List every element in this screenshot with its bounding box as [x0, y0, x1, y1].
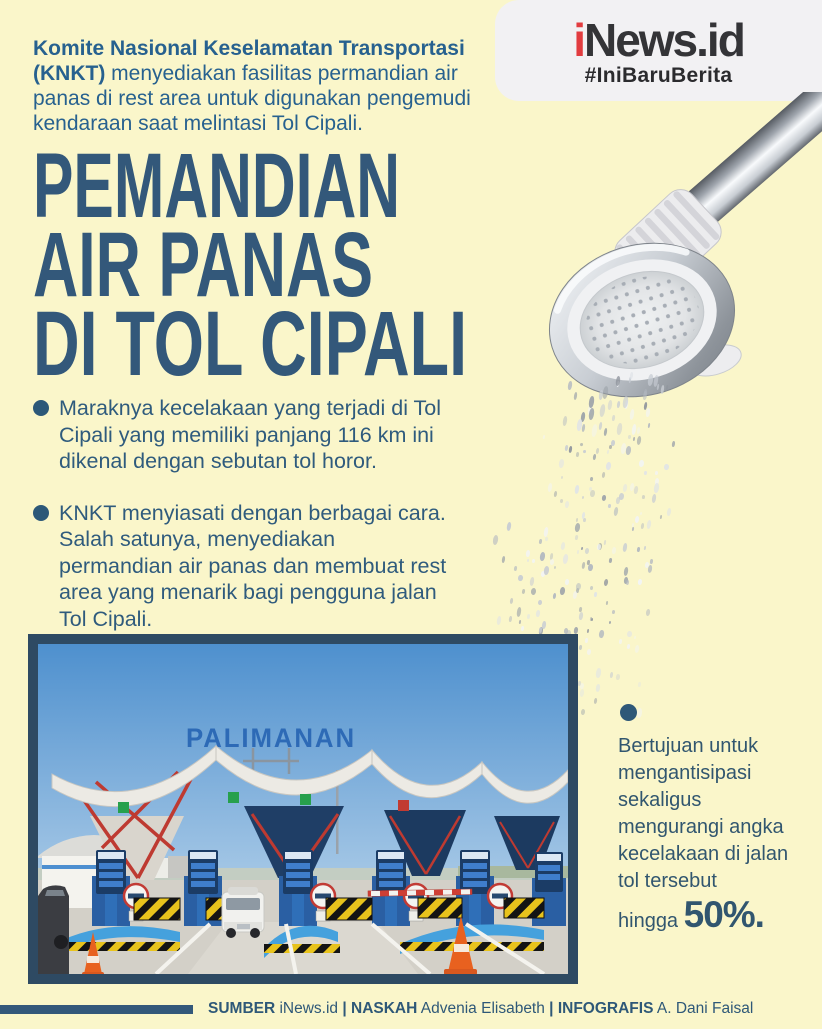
water-droplet: [561, 476, 564, 479]
water-droplet: [587, 649, 592, 655]
water-droplet: [638, 682, 642, 687]
water-droplet: [618, 638, 621, 644]
water-droplet: [573, 627, 578, 634]
headline-line-3: DI TOL CIPALI: [33, 293, 468, 395]
water-droplet: [576, 550, 579, 554]
water-droplet: [627, 631, 633, 638]
note-dot-icon: [620, 704, 637, 721]
water-droplet: [502, 556, 506, 563]
water-droplet: [579, 688, 584, 696]
water-droplet: [560, 587, 566, 595]
headline-line-1: PEMANDIAN: [33, 135, 401, 237]
shower-head-icon: [470, 92, 822, 422]
intro-line: [33, 36, 493, 61]
water-droplet: [611, 439, 616, 446]
water-droplet: [635, 645, 640, 654]
water-droplet: [613, 507, 618, 516]
water-droplet: [638, 460, 644, 467]
headline-line-2: AIR PANAS: [33, 214, 373, 316]
water-droplet: [539, 539, 543, 545]
brand-tagline: #IniBaruBerita: [584, 64, 733, 87]
water-droplet: [585, 548, 590, 554]
water-droplet: [576, 452, 580, 458]
water-droplet: [641, 495, 644, 499]
water-droplet: [581, 562, 585, 569]
water-droplet: [631, 423, 637, 435]
water-droplet: [564, 500, 569, 508]
water-droplet: [588, 563, 594, 571]
bullet-text: KNKT menyiasati dengan berbagai cara. Salah satunya, menyediakan permandian air panas dan membuat rest area yang menarik bagi pengguna jalan Tol Cipali.: [59, 500, 447, 631]
water-droplet: [564, 578, 569, 585]
intro-bold-text: Komite Nasional Keselamatan Transportasi: [33, 37, 465, 60]
water-droplet: [601, 494, 606, 500]
water-droplet: [543, 565, 549, 574]
water-droplet: [671, 441, 674, 447]
footer-separator: |: [342, 1000, 352, 1017]
water-droplet: [604, 540, 607, 545]
lane-open-signal: [228, 792, 239, 803]
water-droplet: [615, 496, 620, 503]
water-droplet: [636, 547, 639, 552]
water-droplet: [497, 616, 502, 625]
water-droplet: [606, 601, 609, 605]
water-droplet: [644, 562, 649, 569]
water-droplet: [509, 616, 512, 622]
water-droplet: [547, 483, 552, 492]
water-droplet: [608, 445, 611, 449]
water-droplet: [568, 446, 572, 453]
water-droplet: [531, 559, 534, 563]
footer-separator: |: [549, 1000, 558, 1017]
water-droplet: [574, 522, 580, 531]
water-droplet: [649, 559, 653, 564]
bullet-dot-icon: [33, 400, 49, 416]
water-droplet: [544, 536, 547, 541]
water-droplet: [634, 515, 639, 523]
water-droplet: [664, 464, 669, 471]
brand-card: [495, 0, 822, 101]
toll-booth: [535, 852, 563, 892]
water-droplet: [578, 645, 582, 650]
water-droplet: [655, 478, 660, 485]
water-droplet: [583, 450, 586, 454]
water-droplet: [581, 512, 585, 519]
bullet-dot-icon: [33, 505, 49, 521]
water-droplet: [601, 472, 605, 479]
water-droplet: [625, 446, 631, 455]
water-droplet: [579, 683, 584, 689]
water-droplet: [493, 535, 500, 546]
water-droplet: [543, 527, 549, 537]
shower-head: [530, 221, 754, 419]
water-droplet: [638, 579, 643, 585]
water-droplet: [514, 566, 518, 572]
water-droplet: [646, 609, 651, 617]
water-droplet: [582, 496, 585, 499]
water-droplet: [616, 674, 621, 680]
water-droplet: [653, 483, 659, 493]
water-droplet: [629, 483, 634, 492]
water-droplet: [622, 543, 628, 552]
water-droplet: [598, 630, 604, 639]
water-droplet: [589, 477, 592, 482]
water-droplet: [644, 471, 647, 475]
water-droplet: [605, 462, 611, 471]
water-droplet: [594, 592, 597, 598]
water-droplet: [648, 423, 651, 428]
water-droplet: [595, 668, 601, 678]
water-droplet: [590, 490, 596, 498]
water-droplet: [632, 523, 635, 527]
footer-infografis-label: INFOGRAFIS: [557, 1000, 654, 1017]
water-droplet: [560, 541, 565, 549]
water-droplet: [519, 620, 521, 624]
water-droplet: [574, 484, 580, 493]
intro-line: [33, 61, 493, 86]
water-droplet: [637, 426, 641, 434]
water-droplet: [550, 559, 555, 566]
water-droplet: [581, 709, 586, 716]
water-droplet: [620, 443, 627, 455]
van: [222, 887, 264, 938]
lane-open-signal: [300, 794, 311, 805]
footer: [0, 997, 822, 1021]
water-droplet: [527, 614, 531, 620]
water-droplet: [576, 518, 579, 522]
water-droplet: [608, 621, 610, 624]
bullet-text: Maraknya kecelakaan yang terjadi di Tol Cipali yang memiliki panjang 116 km ini dikenal dengan sebutan tol horor.: [59, 396, 442, 473]
car: [38, 885, 69, 974]
water-droplet: [591, 618, 594, 621]
water-droplet: [518, 575, 523, 582]
footer-bar: [0, 1005, 193, 1014]
inews-logo: [495, 16, 822, 64]
water-droplet: [521, 589, 525, 595]
footer-credits: [208, 1000, 753, 1018]
water-droplet: [538, 627, 542, 633]
water-droplet: [529, 576, 535, 585]
water-droplet: [576, 588, 579, 594]
water-droplet: [627, 643, 631, 649]
water-droplet: [660, 514, 663, 518]
water-droplet: [606, 450, 609, 454]
bullet-item: [33, 500, 447, 633]
toll-photo-frame: [28, 634, 578, 984]
water-droplet: [575, 583, 581, 590]
water-droplet: [625, 579, 629, 584]
water-droplet: [559, 458, 565, 467]
water-droplet: [644, 546, 646, 550]
water-droplet: [639, 512, 642, 516]
footer-naskah-value: Advenia Elisabeth: [417, 1000, 550, 1017]
palimanan-sign-text: PALIMANAN: [186, 723, 356, 753]
water-droplet: [527, 559, 530, 562]
water-droplet: [541, 571, 546, 578]
water-droplet: [594, 698, 598, 705]
water-droplet: [608, 557, 612, 562]
water-droplet: [646, 519, 651, 528]
water-droplet: [578, 607, 581, 613]
intro-bold-text: (KNKT): [33, 62, 106, 85]
water-droplet: [598, 421, 602, 429]
water-droplet: [510, 597, 514, 604]
water-droplet: [521, 625, 525, 631]
water-droplet: [586, 629, 589, 633]
water-droplet: [622, 484, 628, 493]
water-droplet: [641, 522, 645, 528]
note-block: [618, 704, 804, 941]
note-highlight: 50%.: [683, 894, 764, 935]
water-droplet: [581, 547, 583, 551]
water-droplet: [578, 612, 583, 620]
footer-sumber-label: SUMBER: [208, 1000, 276, 1017]
water-droplet: [596, 448, 600, 454]
intro-text: menyediakan fasilitas permandian air: [105, 62, 458, 85]
water-droplet: [632, 527, 635, 531]
water-droplet: [588, 487, 592, 492]
water-droplet: [525, 549, 530, 556]
water-droplet: [573, 590, 578, 598]
water-droplet: [651, 494, 656, 504]
water-droplet: [624, 577, 629, 584]
water-droplet: [634, 636, 637, 639]
water-droplet: [554, 491, 558, 497]
water-droplet: [616, 422, 622, 435]
note-highlight-line: [618, 895, 804, 941]
water-droplet: [596, 683, 602, 691]
inews-logo-i: i: [573, 14, 584, 66]
footer-sumber-value: iNews.id: [275, 1000, 343, 1017]
water-droplet: [590, 586, 594, 591]
water-droplet: [583, 518, 586, 523]
water-droplet: [611, 547, 616, 554]
water-droplet: [554, 565, 557, 568]
water-droplet: [553, 593, 557, 599]
water-droplet: [537, 600, 542, 606]
bullet-item: [33, 395, 447, 475]
water-droplet: [597, 543, 602, 549]
water-droplet: [603, 428, 607, 436]
water-droplet: [543, 435, 545, 439]
footer-naskah-label: NASKAH: [351, 1000, 418, 1017]
water-droplet: [603, 578, 608, 586]
water-droplet: [619, 493, 625, 500]
inews-logo-rest: News.id: [583, 14, 744, 66]
intro-paragraph: [33, 36, 493, 136]
water-droplet: [667, 508, 672, 517]
water-droplet: [593, 454, 597, 460]
water-droplet: [531, 588, 537, 596]
water-droplet: [636, 436, 642, 446]
note-prefix: hingga: [618, 910, 684, 932]
lane-closed-signal: [398, 800, 409, 811]
water-droplet: [591, 424, 598, 437]
toll-photo: [38, 644, 568, 974]
headline: [28, 135, 508, 395]
intro-line: [33, 86, 493, 111]
water-droplet: [632, 437, 635, 441]
water-droplet: [608, 503, 611, 507]
water-droplet: [655, 471, 658, 475]
water-droplet: [628, 435, 631, 439]
intro-text: panas di rest area untuk digunakan pengemudi: [33, 87, 471, 110]
water-droplet: [541, 621, 546, 630]
water-droplet: [590, 617, 593, 621]
note-text: Bertujuan untuk mengantisipasi sekaligus mengurangi angka kecelakaan di jalan tol tersebut: [618, 735, 789, 892]
water-droplet: [516, 607, 522, 617]
water-droplet: [582, 424, 586, 432]
water-droplet: [623, 566, 629, 576]
water-droplet: [565, 445, 569, 451]
water-droplet: [647, 565, 653, 574]
water-droplet: [559, 498, 563, 503]
water-droplet: [612, 610, 615, 614]
water-droplet: [549, 553, 553, 561]
water-droplet: [585, 638, 589, 643]
water-droplet: [574, 535, 577, 541]
footer-infografis-value: A. Dani Faisal: [653, 1000, 754, 1017]
water-droplet: [610, 672, 614, 678]
intro-line: [33, 111, 493, 136]
water-droplet: [506, 521, 512, 530]
water-droplet: [536, 610, 541, 618]
water-droplet: [634, 486, 639, 495]
water-droplet: [587, 559, 590, 564]
lane-open-signal: [118, 802, 129, 813]
water-droplet: [580, 443, 583, 447]
intro-text: kendaraan saat melintasi Tol Cipali.: [33, 112, 363, 135]
water-droplet: [562, 553, 568, 564]
water-droplet: [540, 551, 546, 560]
water-droplet: [597, 543, 602, 550]
bullet-list: [33, 395, 447, 657]
